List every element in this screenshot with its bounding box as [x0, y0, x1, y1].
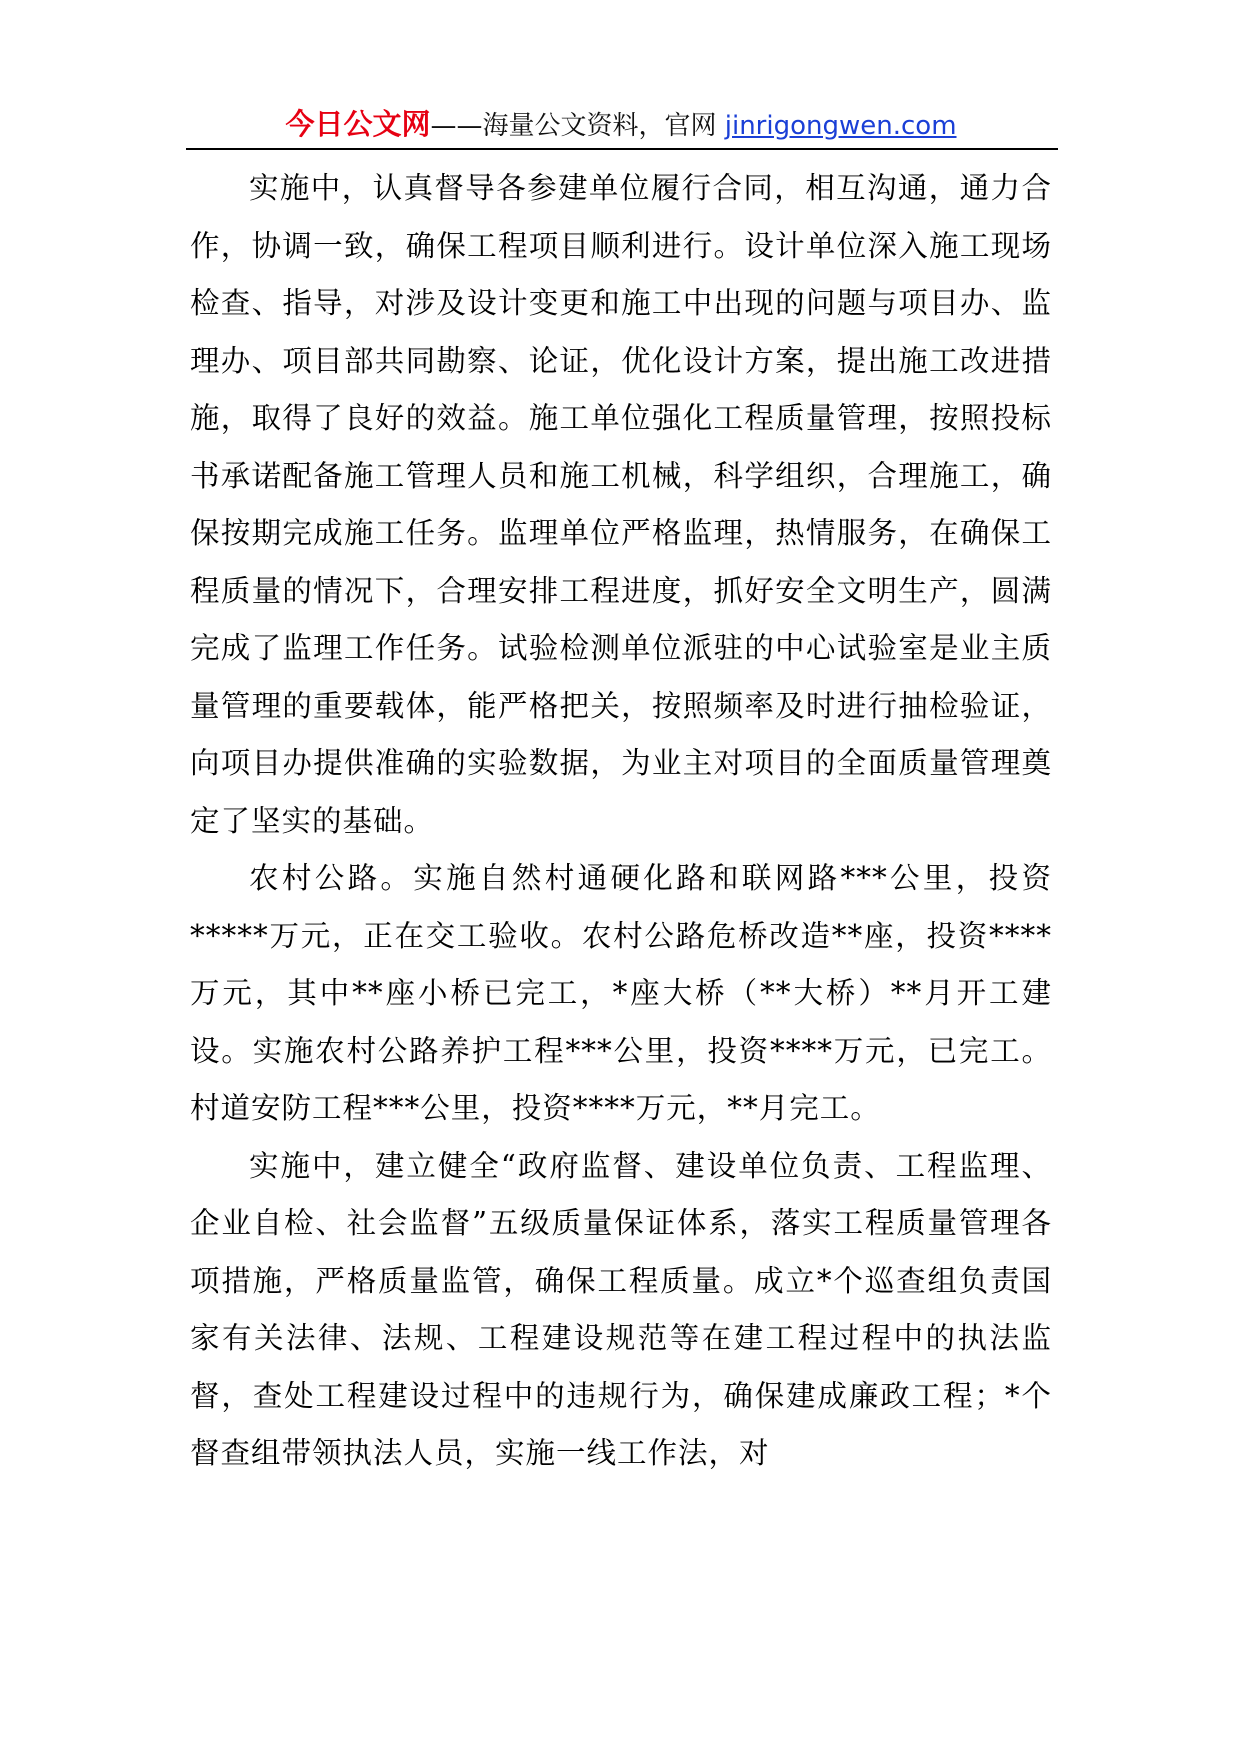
- paragraph: 农村公路。实施自然村通硬化路和联网路***公里，投资*****万元，正在交工验收。农村公路危桥改造**座，投资****万元，其中**座小桥已完工，*座大桥（**大桥）**月开工建设。实施农村公路养护工程***公里，投资****万元，已完工。村道安防工程***公里，投资****万元，**月完工。: [190, 861, 1052, 1125]
- website-link[interactable]: jinrigongwen.com: [724, 111, 957, 141]
- site-brand: 今日公文网: [285, 107, 431, 141]
- header-divider: [186, 148, 1058, 150]
- paragraph: 实施中，建立健全“政府监督、建设单位负责、工程监理、企业自检、社会监督”五级质量保证体系，落实工程质量管理各项措施，严格质量监管，确保工程质量。成立*个巡查组负责国家有关法律、法规、工程建设规范等在建工程过程中的执法监督，查处工程建设过程中的违规行为，确保建成廉政工程；*个督查组带领执法人员，实施一线工作法，对: [190, 1148, 1052, 1470]
- paragraph: 实施中，认真督导各参建单位履行合同，相互沟通，通力合作，协调一致，确保工程项目顺利进行。设计单位深入施工现场检查、指导，对涉及设计变更和施工中出现的问题与项目办、监理办、项目部共同勘察、论证，优化设计方案，提出施工改进措施，取得了良好的效益。施工单位强化工程质量管理，按照投标书承诺配备施工管理人员和施工机械，科学组织，合理施工，确保按期完成施工任务。监理单位严格监理，热情服务，在确保工程质量的情况下，合理安排工程进度，抓好安全文明生产，圆满完成了监理工作任务。试验检测单位派驻的中心试验室是业主质量管理的重要载体，能严格把关，按照频率及时进行抽检验证，向项目办提供准确的实验数据，为业主对项目的全面质量管理奠定了坚实的基础。: [190, 171, 1052, 838]
- header-tagline: ——海量公文资料，官网: [430, 111, 725, 141]
- page-header: [186, 104, 1056, 144]
- document-body: [190, 160, 1052, 1483]
